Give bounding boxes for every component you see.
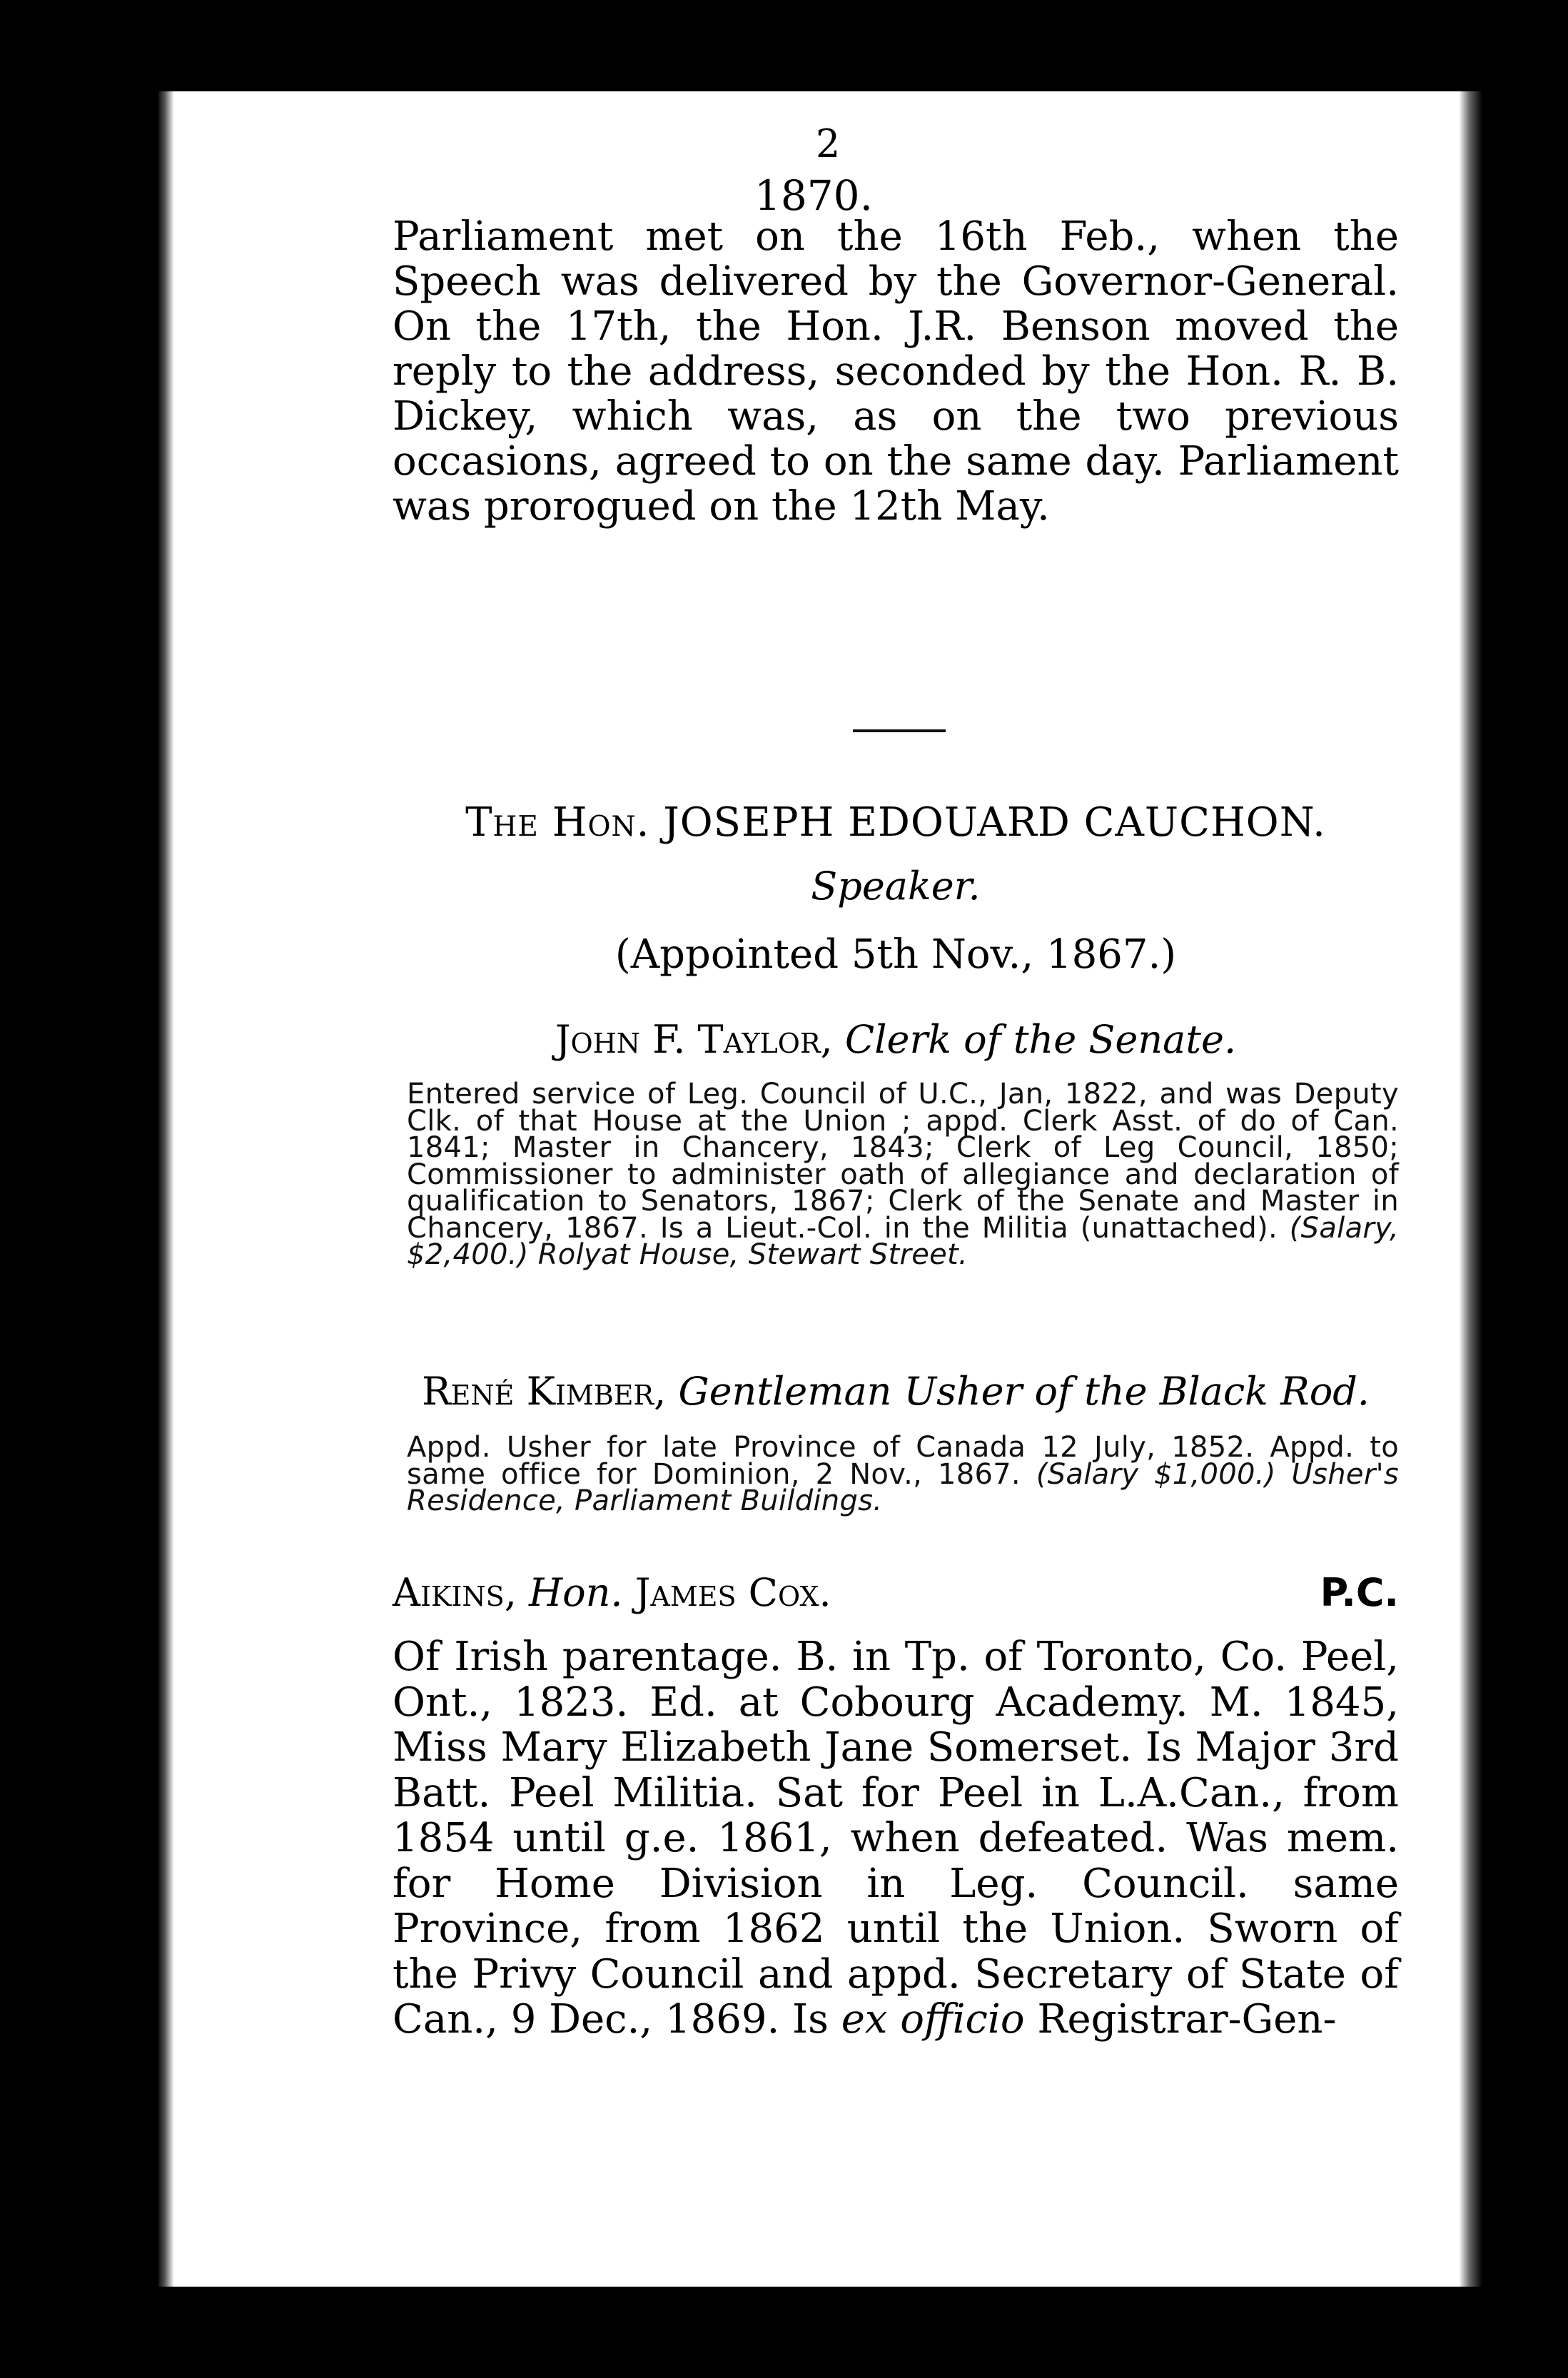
year-heading: 1870. xyxy=(754,171,874,220)
aikins-honorific: Hon. xyxy=(529,1570,623,1615)
aikins-ex-officio: ex officio xyxy=(841,1996,1025,2043)
page-left-edge xyxy=(158,91,174,2287)
speaker-name: JOSEPH EDOUARD CAUCHON. xyxy=(663,799,1326,846)
aikins-body-part1: Of Irish parentage. B. in Tp. of Toronto, Co. Peel, Ont., 1823. Ed. at Cobourg Academy. M. 1845, Miss Mary Elizabeth Jane Somerset. Is Major 3rd Batt. Peel Militia. Sat for Peel in L.A.Can., from 1854 until g.e. 1861, when defeated. Was mem. for Home Division in Leg. Council. same Province, from 1862 until the Union. Sworn of the Privy Council and appd. Secretary of State of Can., 9 Dec., 1869. Is xyxy=(393,1634,1399,2043)
clerk-role: Clerk of the Senate. xyxy=(844,1017,1237,1062)
page-right-edge xyxy=(1459,91,1502,2287)
clerk-name: John F. Taylor, xyxy=(555,1017,833,1062)
usher-residence: Usher's Residence, Parliament Buildings. xyxy=(407,1457,1400,1517)
usher-salary: (Salary $1,000.) xyxy=(1036,1457,1276,1491)
usher-body: Appd. Usher for late Province of Canada 12 July, 1852. Appd. to same office for Dominion, 2 Nov., 1867. xyxy=(407,1431,1399,1491)
aikins-body-part2: Registrar-Gen- xyxy=(1037,1996,1337,2043)
aikins-given-names: James Cox. xyxy=(634,1570,831,1615)
usher-role: Gentleman Usher of the Black Rod. xyxy=(678,1369,1370,1414)
section-divider xyxy=(853,729,946,732)
clerk-salary: (Salary, $2,400.) xyxy=(407,1211,1400,1271)
speaker-name-prefix: The Hon. xyxy=(465,799,650,846)
usher-heading xyxy=(393,1369,1399,1414)
clerk-biography xyxy=(407,1078,1400,1271)
privy-council-badge: P.C. xyxy=(1320,1570,1399,1615)
intro-paragraph: Parliament met on the 16th Feb., when the Speech was delivered by the Governor-General. On the 17th, the Hon. J.R. Benson moved the reply to the address, seconded by the Hon. R. B. Dickey, which was, as on the two previous occasions, agreed to on the same day. Parliament was prorogued on the 12th May. xyxy=(393,213,1399,530)
page-number: 2 xyxy=(815,121,841,166)
speaker-title: Speaker. xyxy=(811,864,981,909)
speaker-name-line xyxy=(393,799,1399,846)
aikins-heading xyxy=(393,1570,1399,1615)
clerk-residence: Rolyat House, Stewart Street. xyxy=(537,1238,968,1271)
aikins-surname: Aikins, xyxy=(393,1570,517,1615)
usher-name: René Kimber, xyxy=(422,1369,667,1414)
usher-biography xyxy=(407,1431,1400,1517)
aikins-biography xyxy=(393,1634,1399,2043)
clerk-heading xyxy=(393,1017,1399,1062)
clerk-body: Entered service of Leg. Council of U.C., Jan, 1822, and was Deputy Clk. of that House at the Union ; appd. Clerk Asst. of do of Can. 1841; Master in Chancery, 1843; Clerk of Leg Council, 1850; Commissioner to administer oath of allegiance and declaration of qualification to Senators, 1867; Clerk of the Senate and Master in Chancery, 1867. Is a Lieut.-Col. in the Militia (unattached). xyxy=(407,1078,1399,1245)
speaker-appointed: (Appointed 5th Nov., 1867.) xyxy=(614,931,1177,978)
